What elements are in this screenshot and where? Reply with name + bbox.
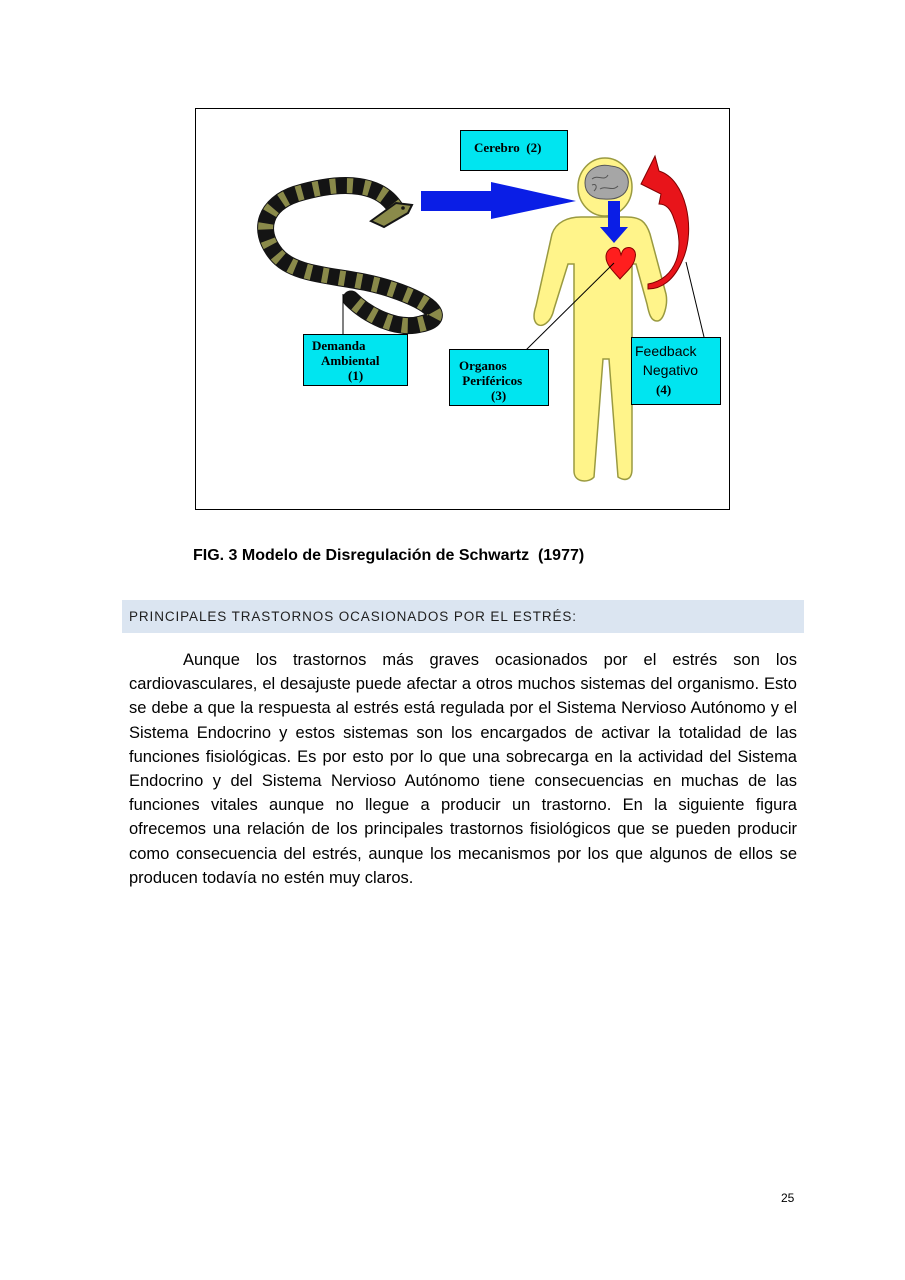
demanda-ambiental-label bbox=[303, 334, 408, 386]
schwartz-figure bbox=[195, 108, 730, 510]
body-paragraph: Aunque los trastornos más graves ocasionados por el estrés son los cardiovasculares, el desajuste puede afectar a otros muchos sistemas del organismo. Esto se debe a que la respuesta al estrés está regulada por el Sistema Nervioso Autónomo y el Sistema Endocrino y estos sistemas son los encargados de activar la totalidad de las funciones fisiológicas. Es por esto por lo que una sobrecarga en la actividad del Sistema Endocrino y del Sistema Nervioso Autónomo tiene consecuencias en muchas de las funciones vitales aunque no llegue a producir un trastorno. En la siguiente figura ofrecemos una relación de los principales trastornos fisiológicos que se pueden producir como consecuencia del estrés, aunque los mecanismos por los que algunos de ellos se producen todavía no estén muy claros. bbox=[129, 651, 797, 887]
organos-label-number: (3) bbox=[491, 388, 507, 403]
organos-perifericos-label bbox=[449, 349, 549, 406]
feedback-label-line2: Negativo bbox=[635, 362, 699, 378]
right-arrow-icon bbox=[421, 182, 576, 219]
section-heading: PRINCIPALES TRASTORNOS OCASIONADOS POR EL ESTRÉS: bbox=[129, 609, 577, 624]
cerebro-label-text: Cerebro bbox=[474, 140, 520, 155]
demanda-label-number: (1) bbox=[348, 368, 364, 383]
feedback-negativo-label bbox=[631, 337, 721, 405]
organos-label-line1: Organos bbox=[459, 358, 507, 373]
section-heading-bar bbox=[122, 600, 804, 633]
page-number: 25 bbox=[781, 1191, 795, 1205]
brain-icon bbox=[585, 165, 628, 199]
demanda-label-line1: Demanda bbox=[312, 338, 366, 353]
cerebro-label-number: (2) bbox=[526, 140, 542, 155]
feedback-label-line1: Feedback bbox=[635, 343, 697, 359]
figure-caption: FIG. 3 Modelo de Disregulación de Schwartz (1977) bbox=[193, 547, 585, 564]
snake-icon bbox=[266, 186, 435, 326]
demanda-label-line2: Ambiental bbox=[312, 353, 380, 368]
feedback-label-number: (4) bbox=[656, 382, 672, 397]
human-figure-icon bbox=[534, 158, 666, 481]
organos-label-line2: Periféricos bbox=[459, 373, 523, 388]
cerebro-label bbox=[460, 130, 568, 171]
